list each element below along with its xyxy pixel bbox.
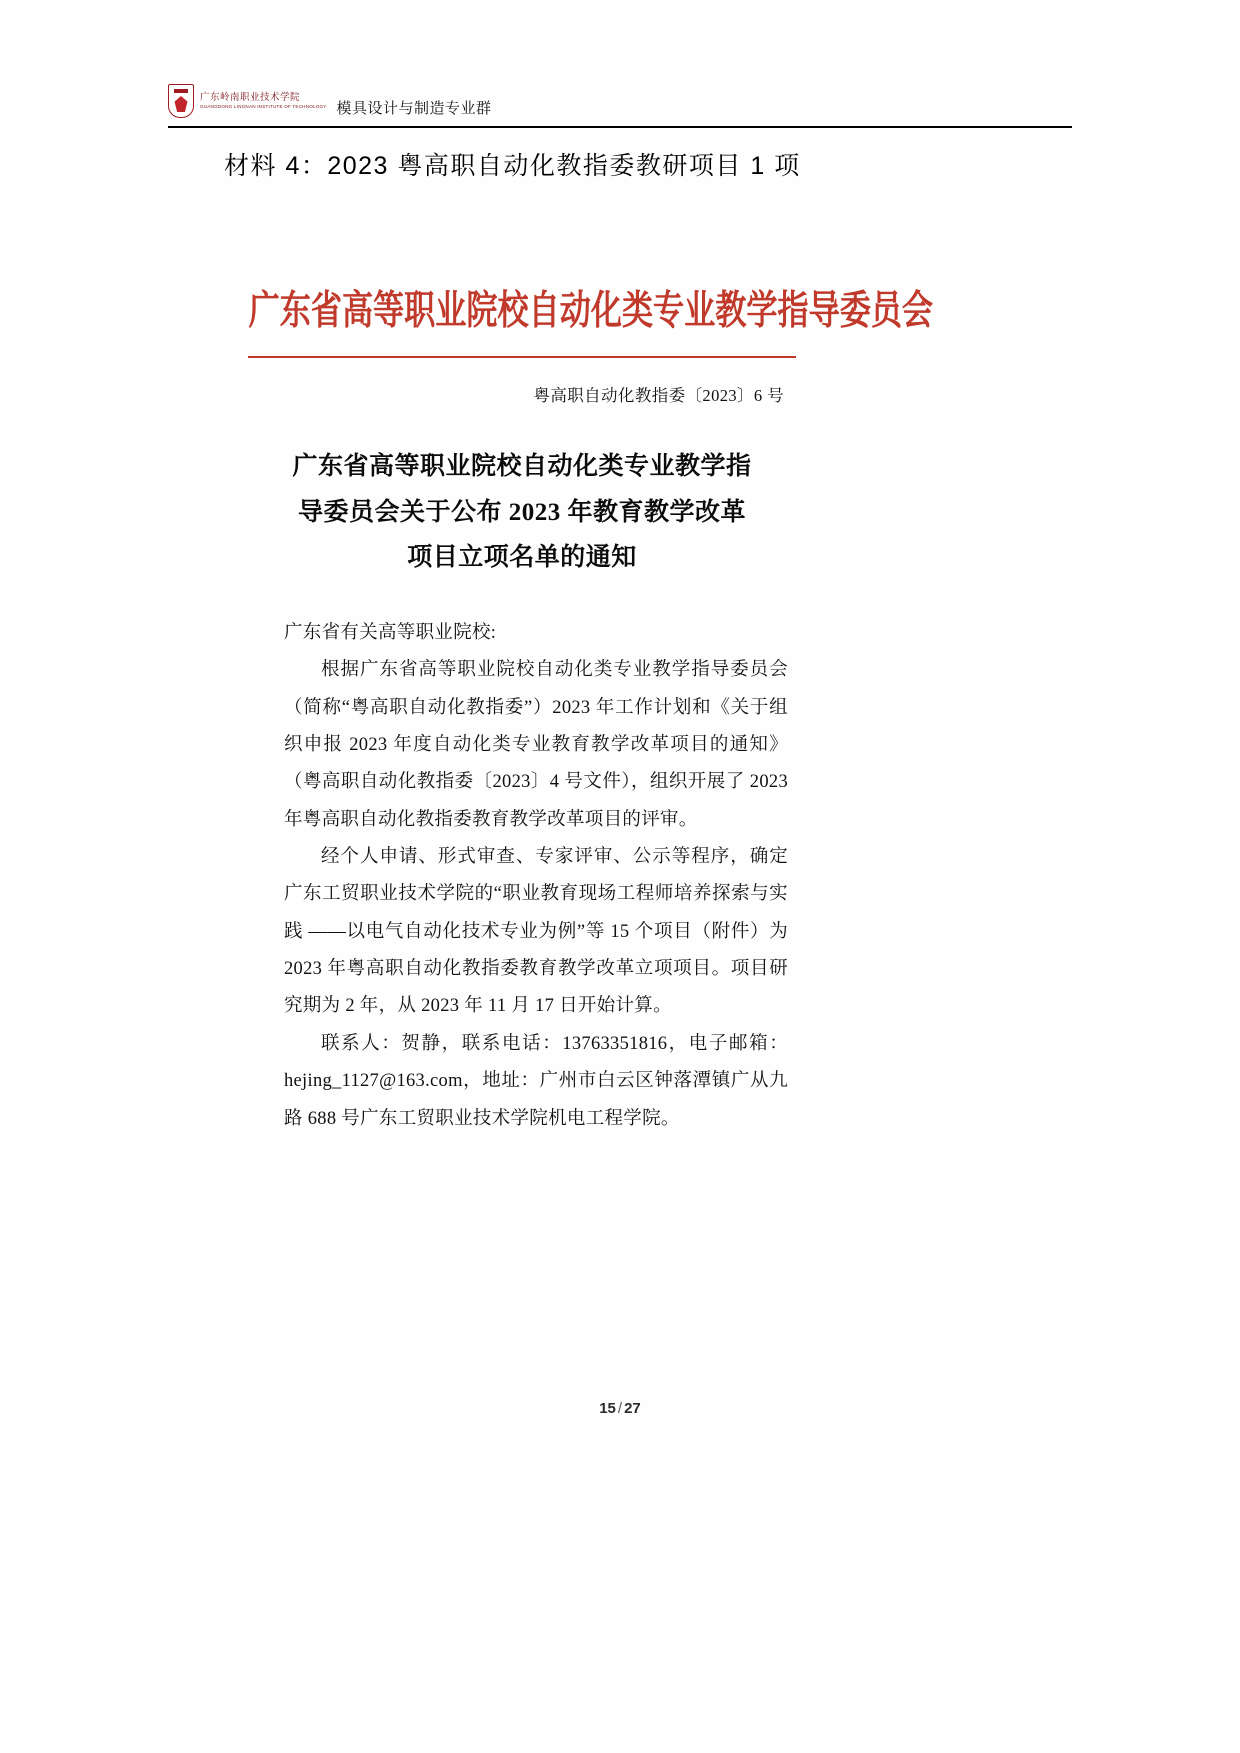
document-banner-title: 广东省高等职业院校自动化类专业教学指导委员会 <box>248 288 934 333</box>
school-logo <box>168 84 327 118</box>
page-title: 材料 4：2023 粤高职自动化教指委教研项目 1 项 <box>224 152 801 180</box>
official-notice-document <box>248 278 934 1138</box>
logo-chinese-name: 广东岭南职业技术学院 <box>200 91 301 103</box>
document-heading-line-1: 广东省高等职业院校自动化类专业教学指 <box>292 453 752 481</box>
header-title: 模具设计与制造专业群 <box>336 100 492 117</box>
shield-icon <box>168 84 194 118</box>
header-divider <box>168 126 1072 128</box>
footer-total-pages: 27 <box>624 1400 641 1417</box>
document-body <box>252 615 792 1138</box>
document-paragraph-2: 经个人申请、形式审查、专家评审、公示等程序，确定广东工贸职业技术学院的“职业教育现场工程师培养探索与实践 ——以电气自动化技术专业为例”等 15 个项目（附件）为 2023 年粤高职自动化教指委教育教学改革立项项目。项目研究期为 2 年，从 2023 年 11 月 17 日开始计算。 <box>284 847 788 1017</box>
document-salutation: 广东省有关高等职业院校: <box>284 622 497 643</box>
page-footer <box>0 1400 1240 1417</box>
page-header <box>168 68 1072 130</box>
document-heading-line-2: 导委员会关于公布 2023 年教育教学改革 <box>297 498 746 526</box>
document-heading-line-3: 项目立项名单的通知 <box>407 544 637 572</box>
footer-separator: / <box>617 1400 623 1417</box>
document-heading <box>252 444 792 581</box>
logo-english-name: GUANGDONG LINGNAN INSTITUTE OF TECHNOLOGY <box>200 103 327 110</box>
document-paragraph-3: 联系人：贺静，联系电话：13763351816，电子邮箱：hejing_1127@163.com，地址：广州市白云区钟落潭镇广从九路 688 号广东工贸职业技术学院机电工程学院。 <box>284 1033 788 1129</box>
footer-current-page: 15 <box>599 1400 616 1417</box>
document-banner-rule <box>248 356 796 358</box>
document-number: 粤高职自动化教指委〔2023〕6 号 <box>533 386 784 406</box>
document-paragraph-1: 根据广东省高等职业院校自动化类专业教学指导委员会（简称“粤高职自动化教指委”）2023 年工作计划和《关于组织申报 2023 年度自动化类专业教育教学改革项目的通知》（粤高职自动化教指委〔2023〕4 号文件），组织开展了 2023 年粤高职自动化教指委教育教学改革项目的评审。 <box>284 660 788 830</box>
